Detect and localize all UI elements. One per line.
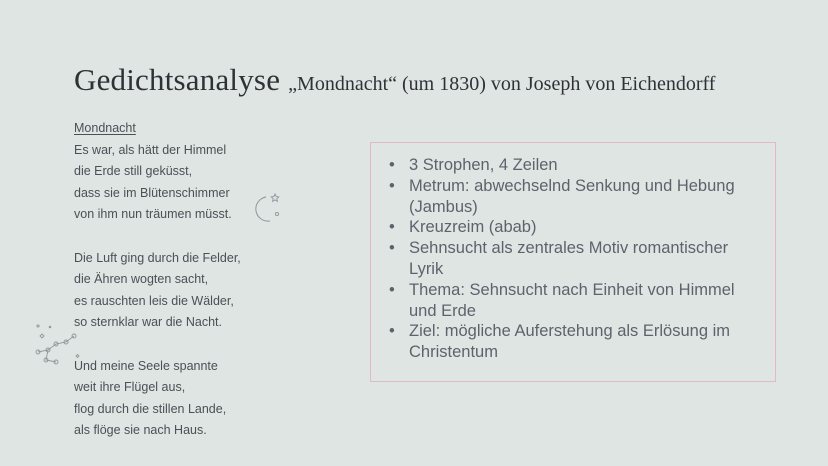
- constellation-icon: [30, 322, 86, 370]
- poem-line: flog durch die stillen Lande,: [74, 401, 227, 416]
- analysis-item: • Thema: Sehnsucht nach Einheit von Himmel und Erde: [409, 280, 759, 322]
- poem-line: die Ähren wogten sacht,: [74, 272, 209, 287]
- poem-line: es rauschten leis die Wälder,: [74, 293, 234, 308]
- poem-line: die Erde still geküsst,: [74, 164, 193, 179]
- crescent-moon-stars-icon: [248, 190, 284, 230]
- poem-text: [74, 118, 294, 442]
- title-main: Gedichtsanalyse: [74, 62, 281, 97]
- analysis-list: [371, 143, 775, 363]
- poem-line: Es war, als hätt der Himmel: [74, 142, 227, 157]
- poem-heading: Mondnacht: [74, 121, 136, 135]
- slide-title: [74, 62, 814, 98]
- poem-line: weit ihre Flügel aus,: [74, 380, 186, 395]
- analysis-box: [370, 142, 776, 382]
- analysis-item: • Metrum: abwechselnd Senkung und Hebung (Jambus): [409, 176, 759, 218]
- poem-line: Und meine Seele spannte: [74, 358, 218, 373]
- analysis-item: • 3 Strophen, 4 Zeilen: [409, 155, 759, 176]
- poem-line: Die Luft ging durch die Felder,: [74, 250, 241, 265]
- title-subtitle: „Mondnacht“ (um 1830) von Joseph von Eichendorff: [288, 73, 716, 95]
- analysis-item: • Sehnsucht als zentrales Motiv romantischer Lyrik: [409, 238, 759, 280]
- analysis-item: • Kreuzreim (abab): [409, 217, 759, 238]
- analysis-item: • Ziel: mögliche Auferstehung als Erlösung im Christentum: [409, 321, 759, 363]
- poem-line: dass sie im Blütenschimmer: [74, 185, 230, 200]
- poem-line: als flöge sie nach Haus.: [74, 423, 207, 438]
- stanza-gap: [74, 334, 294, 356]
- poem-line: so sternklar war die Nacht.: [74, 315, 222, 330]
- poem-line: von ihm nun träumen müsst.: [74, 207, 232, 222]
